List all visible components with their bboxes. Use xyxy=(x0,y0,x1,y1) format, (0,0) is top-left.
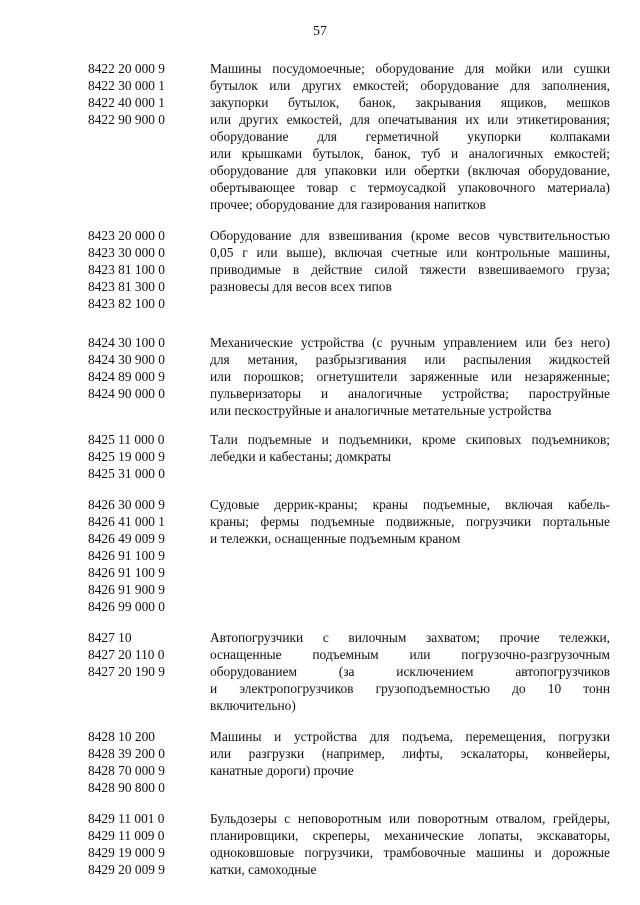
description-line: оборудование для упаковки или обертки (включая оборудование, xyxy=(210,163,610,178)
page-number: 57 xyxy=(313,24,327,39)
tariff-code: 8429 11 001 0 xyxy=(88,811,165,826)
description-line: разновесы для весов всех типов xyxy=(210,279,392,294)
tariff-code: 8428 10 200 xyxy=(88,729,155,744)
description-line: Оборудование для взвешивания (кроме весов чувствительностью xyxy=(210,228,610,243)
entry-codes xyxy=(88,60,210,213)
tariff-code: 8428 90 800 0 xyxy=(88,780,165,795)
tariff-code-list xyxy=(88,60,610,878)
tariff-code: 8422 90 900 0 xyxy=(88,112,165,127)
entry-codes xyxy=(88,227,210,312)
description-line: и электропогрузчиков грузоподъемностью до 10 тонн xyxy=(210,681,610,696)
description-line: оборудование для герметичной укупорки колпаками xyxy=(210,129,610,144)
description-line: планировщики, скреперы, механические лопаты, экскаваторы, xyxy=(210,828,610,843)
description-line: обертывающее товар с термоусадкой упаковочного материала) xyxy=(210,180,610,195)
description-line: краны; фермы подъемные подвижные, погрузчики портальные xyxy=(210,514,610,529)
tariff-code: 8425 31 000 0 xyxy=(88,466,165,481)
description-line: включительно) xyxy=(210,698,296,713)
entry-8425 xyxy=(88,431,610,482)
entry-8427 xyxy=(88,629,610,714)
tariff-code: 8426 99 000 0 xyxy=(88,599,165,614)
tariff-code: 8427 20 110 0 xyxy=(88,647,165,662)
description-line: оборудованием (за исключением автопогрузчиков xyxy=(210,664,610,679)
tariff-code: 8426 91 900 9 xyxy=(88,582,165,597)
entry-8428 xyxy=(88,728,610,796)
entry-codes xyxy=(88,431,210,482)
tariff-code: 8429 11 009 0 xyxy=(88,828,165,843)
entry-description xyxy=(210,629,610,714)
tariff-code: 8428 70 000 9 xyxy=(88,763,165,778)
tariff-code: 8423 30 000 0 xyxy=(88,245,165,260)
description-line: бутылок или других емкостей; оборудование для заполнения, xyxy=(210,78,610,93)
description-line: закупорки бутылок, банок, закрывания ящиков, мешков xyxy=(210,95,610,110)
tariff-code: 8425 11 000 0 xyxy=(88,432,165,447)
entry-codes xyxy=(88,810,210,878)
tariff-code: 8429 20 009 9 xyxy=(88,862,165,877)
entry-8424 xyxy=(88,334,610,419)
description-line: лебедки и кабестаны; домкраты xyxy=(210,449,392,464)
description-line: катки, самоходные xyxy=(210,862,317,877)
description-line: пульверизаторы и аналогичные устройства; пароструйные xyxy=(210,386,610,401)
entry-8423 xyxy=(88,227,610,312)
tariff-code: 8425 19 000 9 xyxy=(88,449,165,464)
description-line: канатные дороги) прочие xyxy=(210,763,354,778)
description-line: 0,05 г или выше), включая счетные или контрольные машины, xyxy=(210,245,610,260)
tariff-code: 8428 39 200 0 xyxy=(88,746,165,761)
entry-description xyxy=(210,496,610,615)
tariff-code: 8424 90 000 0 xyxy=(88,386,165,401)
description-line: одноковшовые погрузчики, трамбовочные машины и дорожные xyxy=(210,845,610,860)
description-line: или крышками бутылок, банок, туб и аналогичных емкостей; xyxy=(210,146,610,161)
tariff-code: 8423 81 300 0 xyxy=(88,279,165,294)
description-line: Тали подъемные и подъемники, кроме скиповых подъемников; xyxy=(210,432,610,447)
description-line: для метания, разбрызгивания или распыления жидкостей xyxy=(210,352,610,367)
entry-codes xyxy=(88,728,210,796)
description-line: Бульдозеры с неповоротным или поворотным отвалом, грейдеры, xyxy=(210,811,610,826)
tariff-code: 8422 40 000 1 xyxy=(88,95,165,110)
entry-codes xyxy=(88,629,210,714)
tariff-code: 8426 91 100 9 xyxy=(88,548,165,563)
description-line: прочее; оборудование для газирования напитков xyxy=(210,197,486,212)
tariff-code: 8424 89 000 9 xyxy=(88,369,165,384)
tariff-code: 8423 82 100 0 xyxy=(88,296,165,311)
entry-description xyxy=(210,431,610,482)
entry-description xyxy=(210,60,610,213)
description-line: Автопогрузчики с вилочным захватом; прочие тележки, xyxy=(210,630,610,645)
entry-codes xyxy=(88,496,210,615)
description-line: Машины посудомоечные; оборудование для мойки или сушки xyxy=(210,61,610,76)
description-line: приводимые в действие силой тяжести взвешиваемого груза; xyxy=(210,262,610,277)
description-line: или пескоструйные и аналогичные метательные устройства xyxy=(210,403,552,418)
entry-description xyxy=(210,227,610,312)
tariff-code: 8422 30 000 1 xyxy=(88,78,165,93)
tariff-code: 8427 10 xyxy=(88,630,132,645)
tariff-code: 8422 20 000 9 xyxy=(88,61,165,76)
tariff-code: 8426 49 009 9 xyxy=(88,531,165,546)
description-line: Механические устройства (с ручным управлением или без него) xyxy=(210,335,610,350)
tariff-code: 8424 30 900 0 xyxy=(88,352,165,367)
description-line: или других емкостей, для опечатывания их или этикетирования; xyxy=(210,112,610,127)
entry-description xyxy=(210,334,610,419)
description-line: и тележки, оснащенные подъемным краном xyxy=(210,531,461,546)
description-line: или разгрузки (например, лифты, эскалаторы, конвейеры, xyxy=(210,746,610,761)
description-line: Судовые деррик-краны; краны подъемные, включая кабель- xyxy=(210,497,610,512)
tariff-code: 8426 30 000 9 xyxy=(88,497,165,512)
tariff-code: 8423 20 000 0 xyxy=(88,228,165,243)
description-line: или порошков; огнетушители заряженные или незаряженные; xyxy=(210,369,610,384)
tariff-code: 8423 81 100 0 xyxy=(88,262,165,277)
tariff-code: 8426 41 000 1 xyxy=(88,514,165,529)
entry-description xyxy=(210,728,610,796)
tariff-code: 8424 30 100 0 xyxy=(88,335,165,350)
tariff-code: 8429 19 000 9 xyxy=(88,845,165,860)
entry-8426 xyxy=(88,496,610,615)
entry-8422 xyxy=(88,60,610,213)
tariff-code: 8426 91 100 9 xyxy=(88,565,165,580)
description-line: Машины и устройства для подъема, перемещения, погрузки xyxy=(210,729,610,744)
entry-codes xyxy=(88,334,210,419)
entry-description xyxy=(210,810,610,878)
entry-8429 xyxy=(88,810,610,878)
description-line: оснащенные подъемным или погрузочно-разгрузочным xyxy=(210,647,610,662)
tariff-code: 8427 20 190 9 xyxy=(88,664,165,679)
